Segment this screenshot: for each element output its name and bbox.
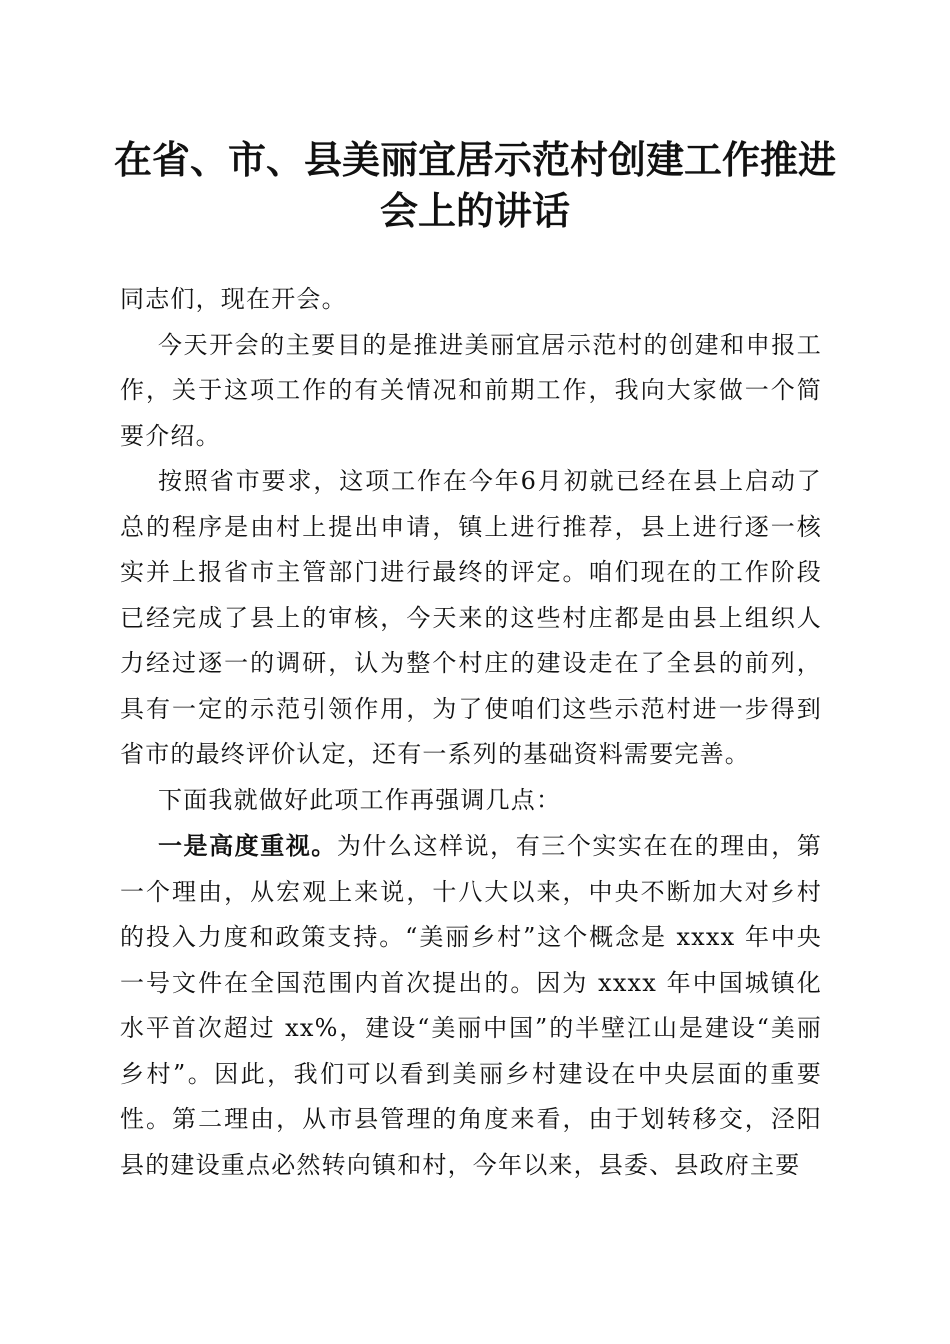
transition-paragraph: 下面我就做好此项工作再强调几点： (158, 785, 562, 814)
opening-paragraph: 同志们，现在开会。 (120, 285, 347, 313)
document-body (120, 277, 822, 1188)
point-one-heading: 一是高度重视。 (158, 831, 337, 860)
purpose-paragraph: 今天开会的主要目的是推进美丽宜居示范村的创建和申报工作，关于这项工作的有关情况和前期工作，我向大家做一个简要介绍。 (120, 330, 822, 450)
background-paragraph: 按照省市要求，这项工作在今年6月初就已经在县上启动了总的程序是由村上提出申请，镇上进行推荐，县上进行逐一核实并上报省市主管部门进行最终的评定。咱们现在的工作阶段已经完成了县上的审核，今天来的这些村庄都是由县上组织人力经过逐一的调研，认为整个村庄的建设走在了全县的前列，具有一定的示范引领作用，为了使咱们这些示范村进一步得到省市的最终评价认定，还有一系列的基础资料需要完善。 (120, 467, 822, 768)
point-one-text: 为什么这样说，有三个实实在在的理由，第一个理由，从宏观上来说，十八大以来，中央不断加大对乡村的投入力度和政策支持。“美丽乡村”这个概念是 xxxx 年中央一号文件在全国范围内首次提出的。因为 xxxx 年中国城镇化水平首次超过 xx%，建设“美丽中国”的半壁江山是建设“美丽乡村”。因此，我们可以看到美丽乡村建设在中央层面的重要性。第二理由，从市县管理的角度来看，由于划转移交，泾阳县的建设重点必然转向镇和村，今年以来，县委、县政府主要 (120, 832, 822, 1179)
document-title: 在省、市、县美丽宜居示范村创建工作推进会上的讲话 (113, 137, 836, 233)
point-one-paragraph (120, 823, 822, 1188)
